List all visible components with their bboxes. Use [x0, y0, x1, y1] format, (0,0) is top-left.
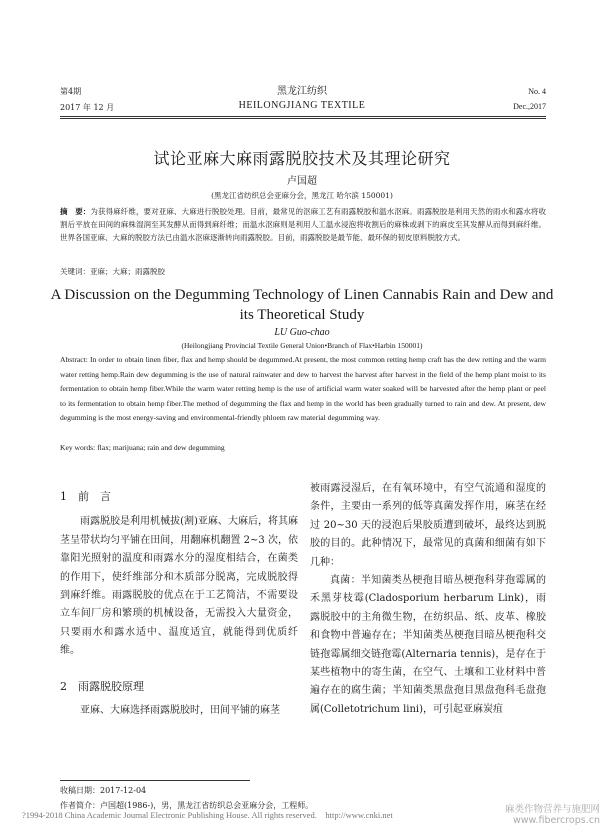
header-rule-2: [60, 118, 546, 119]
section-2-paragraph: 亚麻、大麻选择雨露脱胶时，田间平铺的麻茎: [80, 705, 280, 717]
author-name-en: LU Guo-chao: [274, 327, 330, 338]
author-affiliation: (黑龙江省纺织总会亚麻分会，黑龙江 哈尔滨 150001): [211, 191, 393, 200]
abstract-label: 摘 要：: [60, 207, 91, 216]
issue-number-en: No. 4: [528, 87, 546, 96]
left-column: [60, 488, 298, 720]
abstract-en-label: Abstract:: [60, 355, 88, 364]
section-2-heading: [60, 678, 298, 696]
section-1-paragraph: 雨露脱胶是利用机械拔(割)亚麻、大麻后，将其麻茎呈带状均匀平铺在田间，用翻麻机翻置 2~3 次，依靠阳光照射的温度和雨露水分的湿度相结合，在菌类的作用下，使纤维部分和木质部分脱离，完成脱胶得到麻纤维。雨露脱胶的优点在于工艺简洁，不需要设立车间厂房和繁琐的机械设备，无需投入大量资金，只要雨水和露水适中、温度适宜，就能得到优质纤维。: [60, 516, 298, 657]
section-1-title: 前 言: [78, 490, 111, 503]
right-column: [310, 480, 546, 719]
author-name: 卢国超: [287, 176, 317, 187]
issue-date-en: Dec.,2017: [513, 102, 546, 111]
copyright-line: ?1994-2018 China Academic Journal Electronic Publishing House. All rights reserved. http://www.cnki.net: [22, 810, 393, 820]
received-date: 收稿日期：2017-12-04: [60, 786, 147, 795]
author-bio: 作者简介：卢国超(1986-)，男，黑龙江省纺织总会亚麻分会，工程师。: [60, 801, 314, 810]
author-affiliation-en: (Heilongjiang Provincial Textile General Union•Branch of Flax•Harbin 150001): [181, 341, 423, 350]
journal-name-cn: 黑龙江纺织: [277, 86, 327, 97]
journal-name-en: HEILONGJIANG TEXTILE: [238, 100, 366, 111]
header-rule: [60, 116, 546, 117]
abstract-en: [60, 353, 546, 426]
abstract-cn: [60, 205, 546, 245]
right-paragraph-2: 真菌：半知菌类丛梗孢目暗丛梗孢科芽孢霉属的禾黑芽枝霉(Cladosporium herbarum Link)，雨露脱胶中的主角微生物，在纺织品、纸、皮革、橡胶和食物中普遍存在；半知菌类丛梗孢目暗丛梗孢科交链孢霉属细交链孢霉(Alternaria tennis)，是存在于某些植物中的寄生菌，在空气、土壤和工业材料中普遍存在的腐生菌；半知菌类黑盘孢目黑盘孢科毛盘孢属(Colletotrichum lini)，可引起亚麻炭疽: [310, 575, 546, 715]
keywords-en: Key words: flax; marijuana; rain and dew degumming: [60, 443, 225, 452]
paper-title: 试论亚麻大麻雨露脱胶技术及其理论研究: [153, 149, 451, 168]
section-2-title: 雨露脱胶原理: [78, 679, 144, 693]
right-paragraph-1: 被雨露浸湿后，在有氧环境中，有空气流通和湿度的条件，主要由一系列的低等真菌发挥作用，麻茎在经过 20~30 天的浸泡后果胶质遭到破坏，最终达到脱胶的目的。此种情况下，最常见的真菌和细菌有如下几种：: [310, 483, 546, 568]
paper-title-en: A Discussion on the Degumming Technology of Linen Cannabis Rain and Dew and its Theoretical Study: [50, 287, 554, 323]
issue-date-cn: 2017 年 12 月: [60, 103, 115, 112]
abstract-text: 为获得麻纤维，要对亚麻、大麻进行脱胶处理。目前，最常见的沤麻工艺有雨露脱胶和温水沤麻。雨露脱胶是利用天然的雨水和露水将收割后平放在田间的麻株湿润至其发酵从而得到麻纤维；而温水沤麻则是利用人工温水浸泡将收割后的麻株或剥下的麻皮至其发酵从而得到麻纤维。世界各国亚麻、大麻的脱胶方法已由温水沤麻逐渐转向雨露脱胶。目前，雨露脱胶是最节能、最环保的韧皮原料脱胶方式。: [60, 207, 547, 243]
footnote-rule: [60, 780, 250, 781]
section-1-number: 1: [60, 490, 67, 503]
watermark: 麻类作物营养与施肥网 www.fibercrops.cn: [504, 804, 600, 825]
section-1-heading: [60, 488, 298, 506]
abstract-en-text: In order to obtain linen fiber, flax and hemp should be degummed.At present, the most common retting hemp craft has the dew retting and the warm water retting hemp.Rain dew degumming is the use of natural rainwater and dew to harvest the harvest after harvest in the field of the hemp plant moist to its fermentation to obtain hemp fiber.While the warm water retting hemp is the use of artificial warm water soaked will be harvested after the hemp plant or peel to its fermentation to obtain hemp fiber.The method of degumming the flax and hemp in the world has been gradually turned to rain and dew. At present, dew degumming is the most energy-saving and environmental-friendly phloem raw material degumming way.: [60, 355, 546, 422]
keywords-cn: 关键词：亚麻；大麻；雨露脱胶: [60, 267, 165, 276]
issue-number: 第4期: [60, 87, 82, 96]
section-2-number: 2: [60, 679, 67, 693]
